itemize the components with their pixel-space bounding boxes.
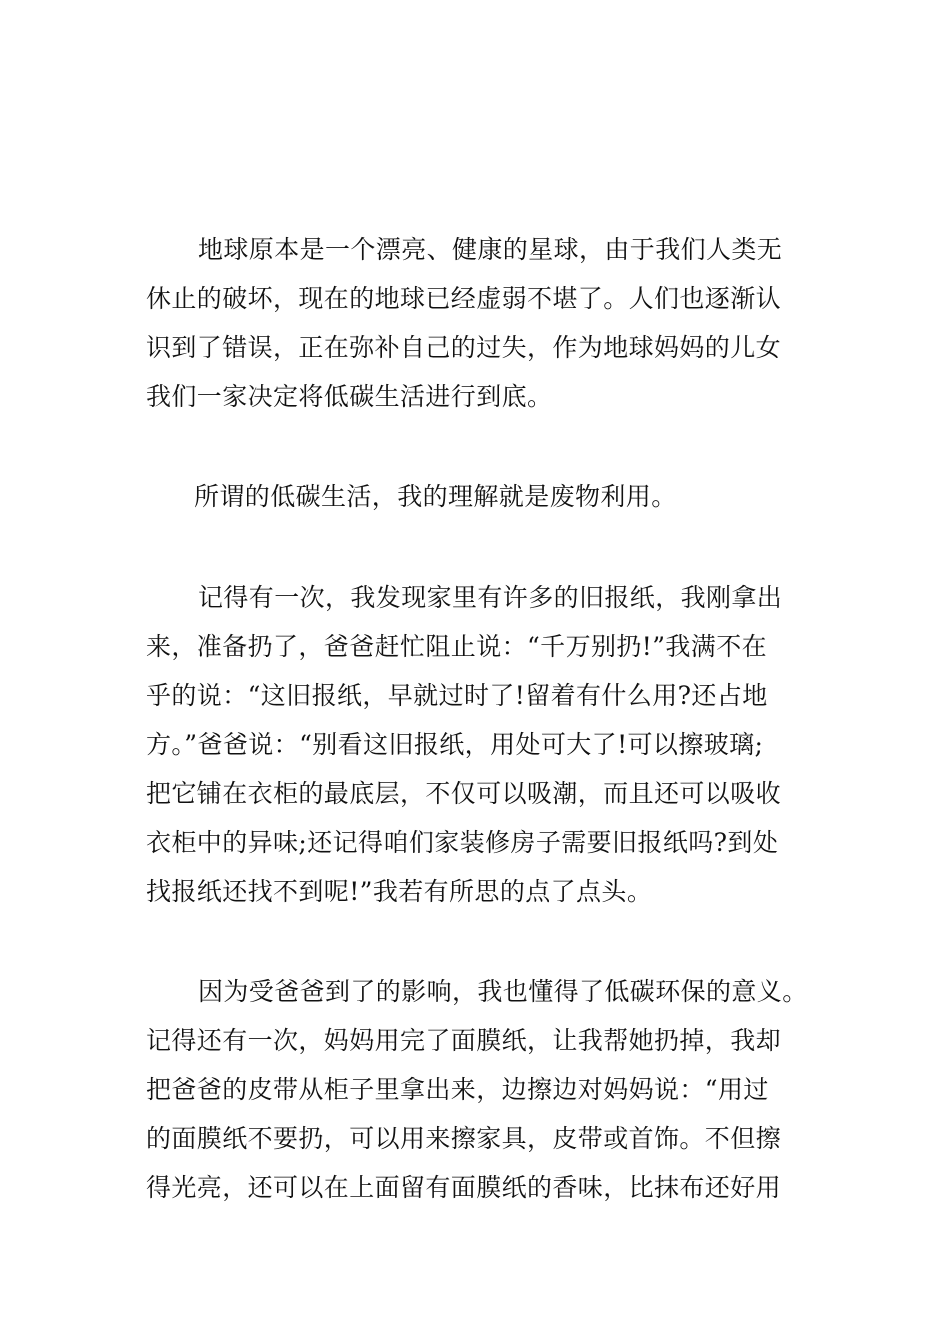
paragraph-3-line-1: 记得有一次，我发现家里有许多的旧报纸，我刚拿出 bbox=[198, 583, 783, 612]
paragraph-4-line-5: 得光亮，还可以在上面留有面膜纸的香味，比抹布还好用 bbox=[146, 1173, 782, 1202]
paragraph-3-line-7: 找报纸还找不到呢!”我若有所思的点了点头。 bbox=[146, 877, 653, 906]
paragraph-2-line-1: 所谓的低碳生活，我的理解就是废物利用。 bbox=[194, 482, 677, 511]
paragraph-1-line-4: 我们一家决定将低碳生活进行到底。 bbox=[146, 382, 553, 411]
paragraph-3-line-2: 来，准备扔了，爸爸赶忙阻止说：“千万别扔!”我满不在 bbox=[146, 632, 768, 661]
paragraph-3-line-6: 衣柜中的异味;还记得咱们家装修房子需要旧报纸吗?到处 bbox=[146, 828, 779, 857]
paragraph-1-line-2: 休止的破坏，现在的地球已经虚弱不堪了。人们也逐渐认 bbox=[146, 284, 782, 313]
paragraph-4-line-1: 因为受爸爸到了的影响，我也懂得了低碳环保的意义。 bbox=[198, 977, 808, 1006]
paragraph-1-line-3: 识到了错误，正在弥补自己的过失，作为地球妈妈的儿女 bbox=[146, 333, 782, 362]
paragraph-4-line-4: 的面膜纸不要扔，可以用来擦家具，皮带或首饰。不但擦 bbox=[146, 1124, 782, 1153]
paragraph-4-line-3: 把爸爸的皮带从柜子里拿出来，边擦边对妈妈说：“用过 bbox=[146, 1075, 769, 1104]
paragraph-3-line-4: 方。”爸爸说：“别看这旧报纸，用处可大了!可以擦玻璃; bbox=[146, 730, 764, 759]
paragraph-1-line-1: 地球原本是一个漂亮、健康的星球，由于我们人类无 bbox=[198, 235, 783, 264]
paragraph-3-line-3: 乎的说：“这旧报纸，早就过时了!留着有什么用?还占地 bbox=[146, 681, 768, 710]
paragraph-3-line-5: 把它铺在衣柜的最底层，不仅可以吸潮，而且还可以吸收 bbox=[146, 779, 782, 808]
paragraph-4-line-2: 记得还有一次，妈妈用完了面膜纸，让我帮她扔掉，我却 bbox=[146, 1026, 782, 1055]
